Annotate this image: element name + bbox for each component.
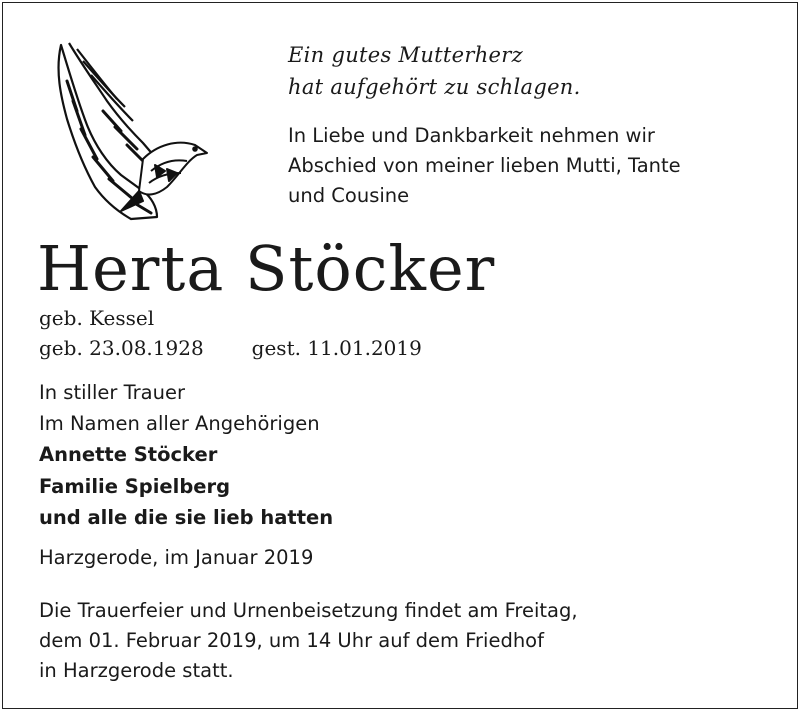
- deceased-name: Herta Stöcker: [37, 232, 496, 305]
- ceremony-line: in Harzgerode statt.: [39, 659, 234, 682]
- poem-line: hat aufgehört zu schlagen.: [288, 75, 581, 99]
- place-date: Harzgerode, im Januar 2019: [39, 546, 314, 569]
- poem-line: Ein gutes Mutterherz: [288, 43, 523, 67]
- farewell-intro: [288, 121, 768, 211]
- poem-verse: [288, 39, 581, 103]
- mourners-block: [39, 377, 333, 533]
- ceremony-line: dem 01. Februar 2019, um 14 Uhr auf dem Friedhof: [39, 629, 544, 652]
- birth-date: geb. 23.08.1928: [39, 336, 204, 360]
- mourner-name: und alle die sie lieb hatten: [39, 505, 334, 529]
- mourner-name: Annette Stöcker: [39, 443, 218, 467]
- mourner-name: Familie Spielberg: [39, 474, 231, 498]
- death-date: gest. 11.01.2019: [251, 336, 422, 360]
- maiden-name: geb. Kessel: [39, 306, 155, 330]
- intro-line: Abschied von meiner lieben Mutti, Tante: [288, 154, 681, 177]
- praying-hands-dove-icon: [47, 41, 217, 223]
- mourning-line: Im Namen aller Angehörigen: [39, 412, 320, 436]
- ceremony-details: [39, 596, 779, 686]
- obituary-notice: [2, 2, 798, 709]
- intro-line: In Liebe und Dankbarkeit nehmen wir: [288, 124, 655, 147]
- intro-line: und Cousine: [288, 184, 410, 207]
- mourning-line: In stiller Trauer: [39, 381, 185, 404]
- ceremony-line: Die Trauerfeier und Urnenbeisetzung findet am Freitag,: [39, 599, 578, 622]
- life-dates: [39, 303, 422, 363]
